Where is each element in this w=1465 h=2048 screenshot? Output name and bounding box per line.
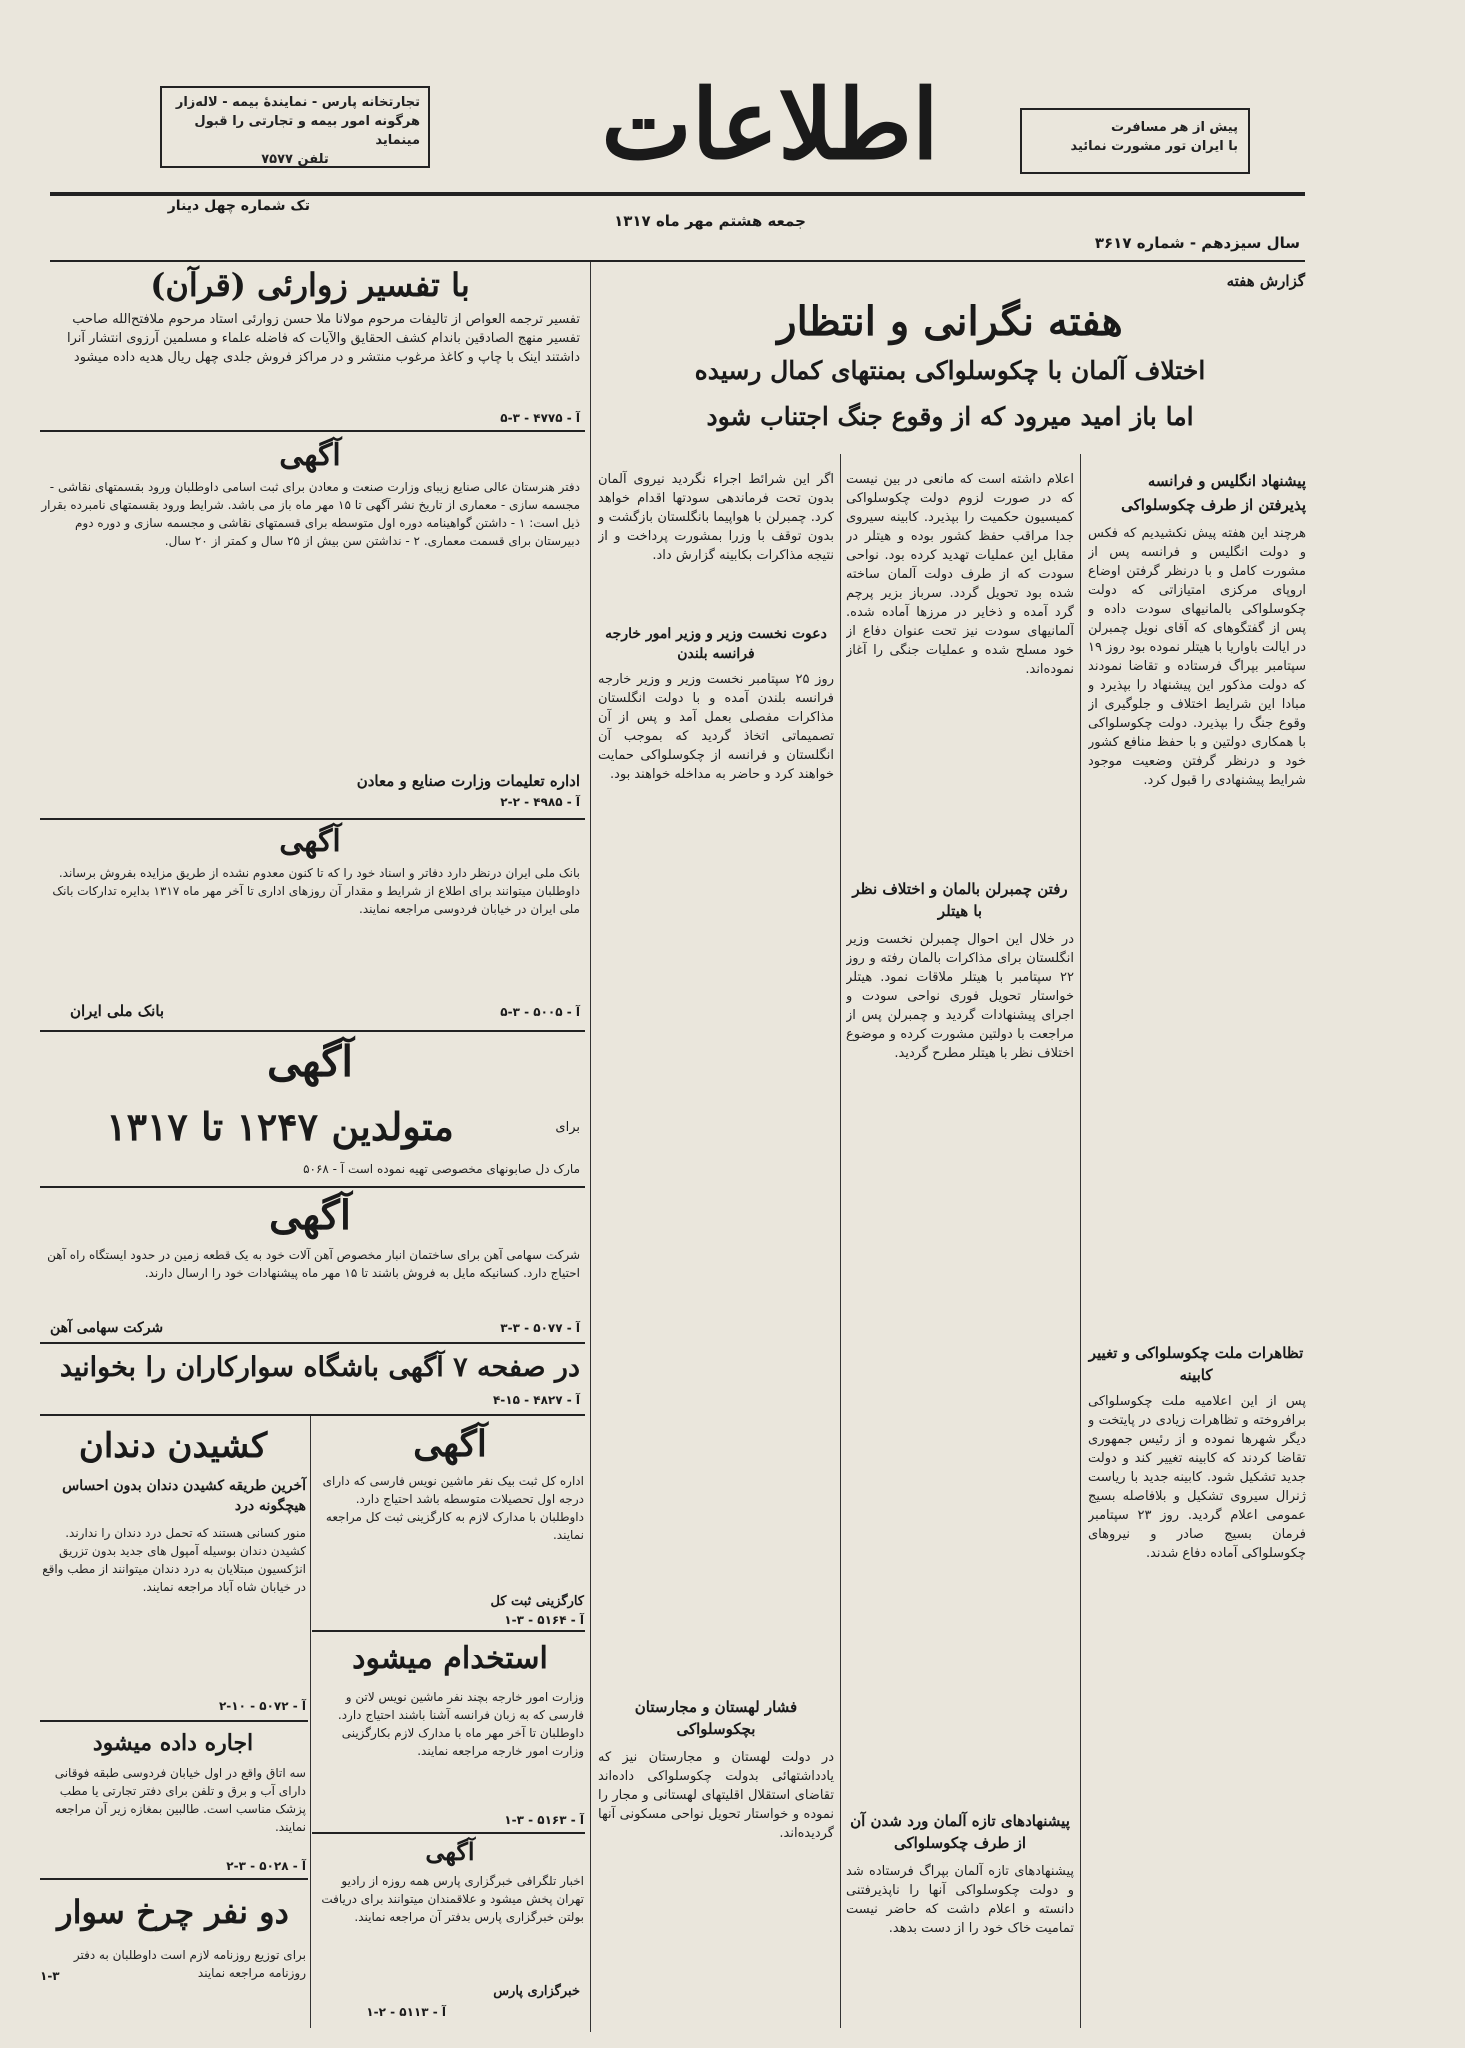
dateline-issue: سال سیزدهم - شماره ۳۶۱۷ xyxy=(1094,234,1300,252)
bike-title: دو نفر چرخ سوار xyxy=(57,1893,289,1931)
ad3-title: آگهی xyxy=(266,1037,354,1086)
hire-ref: آ - ۵۱۶۳ - ۳-۱ xyxy=(504,1813,584,1827)
dateline-price: تک شماره چهل دینار xyxy=(167,198,310,214)
club-ad-text: در صفحه ۷ آگهی باشگاه سوارکاران را بخوانید xyxy=(59,1352,580,1383)
col3-text-b: روز ۲۵ سپتامبر نخست وزیر و وزیر خارجه فرانسه بلندن آمده و با دولت انگلستان مذاکرات مفصلی بعمل آمد و پس از آن تصمیماتی اتخاذ گردید که بموجب آن انگلستان و فرانسه از چکوسلواکی حمایت خواهند کرد و حاضر به مداخله خواهند بود. xyxy=(598,672,834,782)
masthead-left-line-3: تلفن ۷۵۷۷ xyxy=(261,152,329,167)
dental-ref: آ - ۵۰۷۲ - ۱۰-۲ xyxy=(218,1699,306,1713)
ad4-ref: آ - ۵۰۷۷ - ۳-۳ xyxy=(500,1321,580,1335)
col2-side-head-4: رفتن چمبرلن بالمان و اختلاف نظر با هیتلر xyxy=(852,880,1068,920)
ads-column-divider xyxy=(590,262,591,2032)
rule-rent xyxy=(40,1878,308,1880)
ad3-prefix: برای xyxy=(555,1120,580,1135)
masthead-left-line-2: هرگونه امور بیمه و تجارتی را قبول مینماید xyxy=(194,114,420,148)
masthead-rule xyxy=(50,192,1305,196)
masthead-right-box xyxy=(1020,108,1250,174)
ad4-org: شرکت سهامی آهن xyxy=(50,1320,164,1336)
ad1-body: دفتر هنرستان عالی صنایع زیبای وزارت صنعت و معادن برای ثبت اسامی داوطلبان ورود بقسمتهای نقاشی - مجسمه سازی - معماری از تاریخ نشر آگهی تا ۱۵ مهر ماه باز می باشد. شرایط ورود بقسمتهای نامبرده بقرار ذیل است: ۱ - داشتن گواهینامه دوره اول متوسطه برای قسمتهای نقاشی و مجسمه سازی و دوره دوم دبیرستان برای قسمت معماری. ۲ - نداشتن سن بیش از ۲۵ سال و کمتر از ۲۰ سال. xyxy=(41,480,580,548)
rule-ad4 xyxy=(40,1342,585,1344)
ad5-org: کارگزینی ثبت کل xyxy=(490,1594,584,1609)
bike-ref: ۱-۳ xyxy=(40,1969,60,1983)
col3-text-c: در دولت لهستان و مجارستان نیز که یادداشتهائی بدولت چکوسلواکی داده‌اند تقاضای استقلال اقلیتهای لهستانی و مجار را نموده و خواستار تحویل نواحی مسکونی آنها گردیده‌اند. xyxy=(598,1750,834,1841)
ads-inner-divider xyxy=(310,1416,311,2028)
rule-quran xyxy=(40,430,585,432)
article-subhead-2: اما باز امید میرود که از وقوع جنگ اجتناب شود xyxy=(706,402,1194,431)
ad5-title: آگهی xyxy=(413,1423,487,1465)
col3-side-head-7: فشار لهستان و مجارستان بچکوسلواکی xyxy=(634,1698,798,1738)
ad2-org: بانک ملی ایران xyxy=(70,1002,165,1020)
rent-body: سه اتاق واقع در اول خیابان فردوسی طبقه فوقانی دارای آب و برق و تلفن برای دفتر تجارتی یا مطب پزشک مناسب است. طالبین بمغازه زیر آن مراجعه نمایند. xyxy=(54,1766,306,1834)
masthead-right-line-2: با ایران تور مشورت نمائید xyxy=(1070,139,1238,154)
col1-side-head-1: پیشنهاد انگلیس و فرانسه xyxy=(1147,472,1306,490)
masthead-right-line-1: پیش از هر مسافرت xyxy=(1110,120,1238,135)
col2-side-head-5: پیشنهادهای تازه آلمان ورد شدن آن از طرف چکوسلواکی xyxy=(850,1812,1070,1852)
quran-ad-ref: آ - ۴۷۷۵ - ۳-۵ xyxy=(500,411,580,425)
col1-side-head-3: تظاهرات ملت چکوسلواکی و تغییر کابینه xyxy=(1088,1344,1304,1384)
rule-ad3 xyxy=(40,1186,585,1188)
dental-body: منور کسانی هستند که تحمل درد دندان را ندارند. کشیدن دندان بوسیله آمپول های جدید بدون تزریق انژکسیون مبتلایان به درد دندان میتوانند از مطب واقع در خیابان شاه آباد مراجعه نمایند. xyxy=(42,1526,306,1594)
ad4-body: شرکت سهامی آهن برای ساختمان انبار مخصوص آهن آلات خود به یک قطعه زمین در حدود ایستگاه راه آهن احتیاج دارد. کسانیکه مایل به فروش باشند تا ۱۵ مهر ماه پیشنهادات خود را ارسال دارند. xyxy=(47,1248,580,1280)
hire-body: وزارت امور خارجه بچند نفر ماشین نویس لاتن و فارسی که به زبان فرانسه آشنا باشند احتیاج دارد. داوطلبان تا آخر مهر ماه با مدارک لازم بکارگزینی وزارت امور خارجه مراجعه نمایند. xyxy=(337,1690,584,1758)
ad6-body: اخبار تلگرافی خبرگزاری پارس همه روزه از رادیو تهران پخش میشود و علاقمندان میتوانند برای دریافت بولتن خبرگزاری پارس بدفتر آن مراجعه نمایند. xyxy=(321,1874,584,1924)
masthead-left-line-1: تجارتخانه پارس - نمایندهٔ بیمه - لاله‌زار xyxy=(175,95,420,110)
col3-text: اگر این شرائط اجراء نگردید نیروی آلمان بدون تحت فرماندهی سودتها اقدام خواهد کرد. چمبرلن با هواپیما بانگلستان بازگشت و بدون توقف با وزرا بمشورت پرداخت و از نتیجه مذاکرات بکابینه گزارش داد. xyxy=(598,472,834,563)
dental-sub: آخرین طریقه کشیدن دندان بدون احساس هیچگونه درد xyxy=(62,1478,306,1514)
ad6-title: آگهی xyxy=(425,1837,475,1866)
col3-side-head-6: دعوت نخست وزیر و وزیر امور خارجه فرانسه بلندن xyxy=(605,626,827,662)
masthead-title: اطلاعات xyxy=(601,68,939,181)
col2-text-b: در خلال این احوال چمبرلن نخست وزیر انگلستان برای مذاکرات بالمان رفته و روز ۲۲ سپتامبر با هیتلر ملاقات نمود. هیتلر خواستار تحویل فوری نواحی سودت و اجرای پیشنهادات گردید و چمبرلن پس از مراجعت با دولتین مشورت کرده و موضوع اختلاف نظر با هیتلر مطرح گردید. xyxy=(846,932,1074,1061)
ad3-big: متولدین ۱۲۴۷ تا ۱۳۱۷ xyxy=(106,1104,454,1149)
ad5-body: اداره کل ثبت بیک نفر ماشین نویس فارسی که دارای درجه اول تحصیلات متوسطه باشد احتیاج دارد. داوطلبان با مدارک لازم به کارگزینی ثبت کل مراجعه نمایند. xyxy=(322,1474,584,1542)
quran-ad-title: (قرآن) با تفسیر زوارئی xyxy=(150,266,470,304)
col2-text: اعلام داشته است که مانعی در بین نیست که در صورت لزوم دولت چکوسلواکی کمیسیون حکمیت را بپذیرد. کابینه سیروی جدا مراقب حفظ کشور بوده و هیتلر در مقابل این عملیات تهدید کرده بود. نواحی سودت که از طرف دولت آلمان ساخته شده بود تحویل گردد. سرباز بزیر پرچم گرد آمده و ذخایر در مرزها آماده شده. آلمانیهای سودت نیز تحت عنوان دفاع از خود مسلح شده و عملیات جنگی را آغاز نموده‌اند. xyxy=(846,472,1074,677)
col2-text-c: پیشنهادهای تازه آلمان بپراگ فرستاده شد و دولت چکوسلواکی آنها را ناپذیرفتنی دانسته و اعلام داشت که حاضر نیست تمامیت خاک خود را از دست بدهد. xyxy=(846,1864,1074,1936)
article-divider-1 xyxy=(1080,454,1081,2028)
weekly-report-label: گزارش هفته xyxy=(1226,272,1305,290)
rent-ref: آ - ۵۰۲۸ - ۳-۲ xyxy=(226,1859,306,1873)
rent-title: اجاره داده میشود xyxy=(92,1730,254,1756)
article-divider-2 xyxy=(840,454,841,2028)
ad1-ref: آ - ۴۹۸۵ - ۲-۲ xyxy=(500,795,580,809)
ad6-ref: آ - ۵۱۱۳ - ۲-۱ xyxy=(366,2005,446,2019)
rule-dental xyxy=(40,1720,308,1722)
ad2-title: آگهی xyxy=(279,824,341,859)
rule-ad1 xyxy=(40,818,585,820)
ad5-ref: آ - ۵۱۶۴ - ۳-۱ xyxy=(504,1613,584,1627)
club-ad-ref: آ - ۴۸۲۷ - ۱۵-۴ xyxy=(492,1393,580,1407)
ad6-org: خبرگزاری پارس xyxy=(493,1984,580,1999)
masthead-left-box xyxy=(160,86,430,168)
ad4-title: آگهی xyxy=(269,1192,351,1239)
ad2-ref: آ - ۵۰۰۵ - ۳-۵ xyxy=(500,1005,580,1019)
article-headline: هفته نگرانی و انتظار xyxy=(777,298,1123,345)
bike-body: برای توزیع روزنامه لازم است داوطلبان به دفتر روزنامه مراجعه نمایند xyxy=(73,1948,306,1980)
ad1-org: اداره تعلیمات وزارت صنایع و معادن xyxy=(356,772,580,790)
rule-ad5 xyxy=(312,1630,585,1632)
article-subhead-1: اختلاف آلمان با چکوسلواکی بمنتهای کمال رسیده xyxy=(694,356,1206,385)
dental-title: کشیدن دندان xyxy=(78,1426,268,1466)
col1-text: هرچند این هفته پیش نکشیدیم که فکس و دولت انگلیس و فرانسه پس از مشورت کامل و با درنظر گرفتن اوضاع اروپای مرکزی امتیازاتی که دولت چکوسلواکی بالمانیهای سودت داده و پس از گفتگوهای که آقای نویل چمبرلن در ایالت باواریا با هیتلر نموده بود روز ۱۹ سپتامبر بپراگ فرستاده و تقاضا نمودند که دولت مذکور این پیشنهاد را بپذیرد و مبادا این شرایط اختلاف و جلوگیری از وقوع جنگ را بپذیرد. دولت چکوسلواکی با همکاری دولتین و با حفظ منافع کشور خود و درنظر گرفتن وضعیت موجود شرایط پیشنهادی را قبول کرد. xyxy=(1088,526,1306,788)
rule-club xyxy=(40,1414,585,1416)
ad1-title: آگهی xyxy=(279,438,341,473)
rule-ad2 xyxy=(40,1030,585,1032)
col1-side-head-2: پذیرفتن از طرف چکوسلواکی xyxy=(1121,496,1306,514)
dateline-date: جمعه هشتم مهر ماه ۱۳۱۷ xyxy=(614,212,806,230)
ad3-note: مارک دل صابونهای مخصوصی تهیه نموده است آ - ۵۰۶۸ xyxy=(303,1162,580,1176)
col1-text-b: پس از این اعلامیه ملت چکوسلواکی برافروخته و تظاهرات زیادی در پایتخت و دیگر شهرها نموده و از رئیس جمهوری تقاضا کردند که کابینه تغییر کند و دولت جدید تشکیل شود. کابینه جدید با ریاست ژنرال سیروی تشکیل و بلافاصله بسیج عمومی اعلام گردید. روز ۲۳ سپتامبر فرمان بسیج صادر و نیروهای چکوسلواکی آماده دفاع شدند. xyxy=(1088,1394,1306,1561)
hire-title: استخدام میشود xyxy=(352,1641,548,1676)
ad2-body: بانک ملی ایران درنظر دارد دفاتر و اسناد خود را که تا کنون معدوم نشده از طریق مزایده بفروش برساند. داوطلبان میتوانند برای اطلاع از شرایط و مقدار آن روزهای اداری تا آخر مهر ماه ۱۳۱۷ بدایره تدارکات بانک ملی ایران در خیابان فردوسی مراجعه نمایند. xyxy=(52,866,580,916)
quran-ad-body: تفسیر ترجمه العواص از تالیفات مرحوم مولانا ملا حسن زوارئی استاد مرحوم ملافتح‌الله صاحب تفسیر منهج الصادقین باندام کشف الحقایق والآیات که فاضله علماء و مسلمین آرزوی انتشار آنرا داشتند اینک با چاپ و کاغذ مرغوب منتشر و در مراکز فروش جلدی چهل ریال هدیه داده میشود xyxy=(66,312,580,365)
